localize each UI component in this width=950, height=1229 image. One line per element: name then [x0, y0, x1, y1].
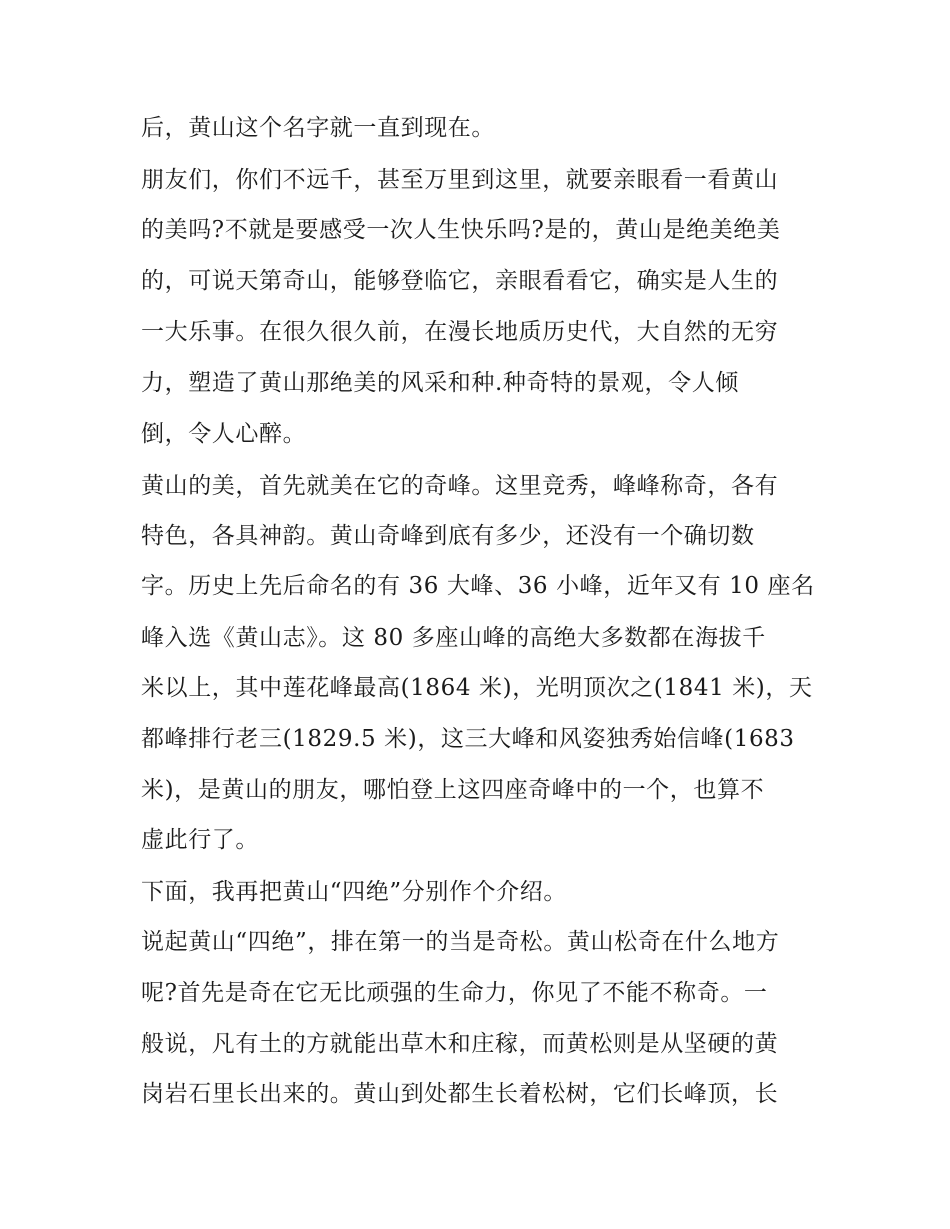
- text-line: 字。历史上先后命名的有 36 大峰、36 小峰，近年又有 10 座名: [141, 573, 815, 599]
- text-line: 的，可说天第奇山，能够登临它，亲眼看看它，确实是人生的: [141, 268, 779, 294]
- text-line: 般说，凡有土的方就能出草木和庄稼，而黄松则是从坚硬的黄: [141, 1031, 779, 1057]
- text-line: 后，黄山这个名字就一直到现在。: [141, 115, 495, 141]
- text-line: 米)，是黄山的朋友，哪怕登上这四座奇峰中的一个，也算不: [141, 777, 765, 803]
- text-line: 呢?首先是奇在它无比顽强的生命力，你见了不能不称奇。一: [141, 980, 768, 1006]
- text-line: 朋友们，你们不远千，甚至万里到这里，就要亲眼看一看黄山: [141, 167, 779, 193]
- text-line: 特色，各具神韵。黄山奇峰到底有多少，还没有一个确切数: [141, 523, 755, 549]
- text-line: 说起黄山“四绝”，排在第一的当是奇松。黄山松奇在什么地方: [141, 929, 780, 955]
- text-line: 下面，我再把黄山“四绝”分别作个介绍。: [141, 879, 567, 905]
- text-line: 都峰排行老三(1829.5 米)，这三大峰和风姿独秀始信峰(1683: [141, 726, 795, 752]
- text-line: 力，塑造了黄山那绝美的风采和种.种奇特的景观，令人倾: [141, 370, 739, 396]
- text-line: 虚此行了。: [141, 827, 259, 853]
- text-line: 一大乐事。在很久很久前，在漫长地质历史代，大自然的无穷: [141, 319, 779, 345]
- text-line: 米以上，其中莲花峰最高(1864 米)，光明顶次之(1841 米)，天: [141, 675, 813, 701]
- text-line: 黄山的美，首先就美在它的奇峰。这里竞秀，峰峰称奇，各有: [141, 473, 779, 499]
- text-line: 的美吗?不就是要感受一次人生快乐吗?是的，黄山是绝美绝美: [141, 217, 781, 243]
- text-line: 岗岩石里长出来的。黄山到处都生长着松树，它们长峰顶，长: [141, 1081, 779, 1107]
- text-line: 峰入选《黄山志》。这 80 多座山峰的高绝大多数都在海拔千: [141, 625, 766, 651]
- text-line: 倒，令人心醉。: [141, 421, 307, 447]
